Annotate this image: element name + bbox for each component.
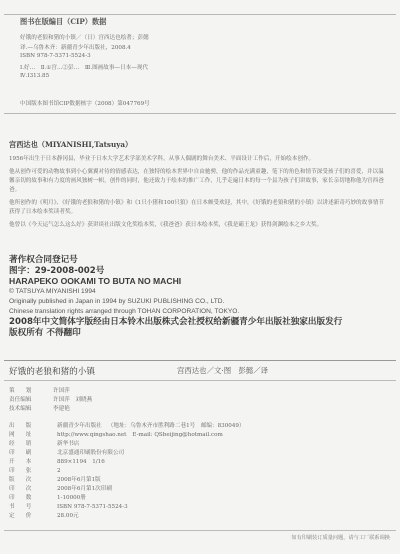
copyright-notice: © TATSUYA MIYANISHI 1994: [9, 287, 96, 295]
rights-reserved: 版权所有 不得翻印: [9, 327, 81, 338]
staff-row: [9, 386, 70, 394]
staff-label: 责任编辑: [9, 397, 32, 403]
publication-value: 889×1194 1/16: [57, 459, 105, 465]
staff-value: 李建艳: [53, 406, 70, 412]
publication-row: [9, 457, 105, 465]
section-divider: [4, 380, 396, 381]
contract-registration-number: 图字：29-2008-002号: [9, 265, 105, 276]
cip-line: Ⅳ.I313.85: [20, 73, 50, 79]
publication-value: 2008年6月第1版: [57, 477, 101, 483]
email-link[interactable]: E-mail: QSbeijing@hotmail.com: [132, 432, 223, 438]
publication-row: [9, 475, 101, 483]
section-divider: [4, 360, 396, 361]
publication-label: 印 数: [9, 495, 32, 501]
publication-label: 版 次: [9, 477, 32, 483]
publication-row: [9, 421, 245, 429]
publication-value: 28.00元: [57, 513, 79, 519]
cip-line: Ⅰ.好… Ⅱ.①宫…②彭… Ⅲ.图画故事—日本—现代: [20, 65, 149, 71]
publication-label: 出 版: [9, 423, 32, 429]
publication-row: [9, 502, 128, 510]
staff-value: 许国萍: [53, 388, 70, 394]
original-title: HARAPEKO OOKAMI TO BUTA NO MACHI: [9, 276, 182, 286]
footer-divider: [4, 530, 396, 531]
publication-label: 印 刷: [9, 450, 32, 456]
publication-label: 书 号: [9, 504, 32, 510]
publication-value: 2008年6月第1次印刷: [57, 486, 112, 492]
book-title: 好饿的老狼和猪的小镇: [9, 367, 95, 377]
publication-label: 印 次: [9, 486, 32, 492]
staff-row: [9, 404, 70, 412]
author-bio-paragraph: 1956年出生于日本静冈县，毕业于日本大学艺术学部美术学科，从事人偶剧的舞台美术、平面设计工作后，开始绘本创作。: [9, 156, 315, 162]
author-bio-paragraph: 他从创作可爱的动物故事到小心翼翼对待的情感表达，在独特的绘本世界中自由驰骋，他的作品充满童趣，笔下的角色和情节深受孩子们的喜爱，并以温馨亲切的故事和有力度的画风独树一帜，创作的同时，他还致力于绘本的推广工作，几乎走遍日本的每一个县为孩子们讲故事，家长亲切地称他为宫西爸爸。: [9, 169, 384, 193]
author-bio-paragraph: 他所创作的《明月》、《好饿的老狼和猪的小镇》和《1只小猪和100只狼》在日本颇受欢迎，其中，《好饿的老狼和猪的小镇》以讲述新奇巧妙的故事情节获得了日本绘本奖读者奖。: [9, 200, 385, 215]
staff-label: 技术编辑: [9, 406, 32, 412]
publication-value: ISBN 978-7-5371-5524-3: [57, 504, 128, 510]
publication-extra: （地址：乌鲁木齐市胜利路二巷1号 邮编：830049）: [107, 423, 245, 429]
publication-row: [9, 493, 86, 501]
staff-value: 许国萍 刘晓燕: [53, 397, 93, 403]
publication-label: 经 销: [9, 441, 32, 447]
website-link[interactable]: http://www.qingshao.net: [57, 432, 127, 438]
license-statement: 2008年中文简体字版经由日本铃木出版株式会社授权给新疆青少年出版社独家出版发行: [9, 317, 343, 328]
publication-label: 网 址: [9, 432, 32, 438]
publication-row: [9, 511, 79, 519]
contract-registration-label: 著作权合同登记号: [9, 255, 78, 265]
publication-value: 新疆青少年出版社: [57, 423, 102, 429]
publication-label: 开 本: [9, 459, 32, 465]
original-publication: Originally published in Japan in 1994 by SUZUKI PUBLISHING CO., LTD.: [9, 297, 225, 305]
cip-line: 译.—乌鲁木齐：新疆青少年出版社，2008.4: [20, 45, 131, 51]
quality-notice: 如有印刷装订质量问题，请与工厂联系调换: [291, 535, 390, 541]
cip-number: 中国版本图书馆CIP数据核字（2008）第047769号: [20, 101, 150, 107]
publication-row: [9, 466, 61, 474]
publication-row: [9, 448, 124, 456]
publication-label: 定 价: [9, 513, 32, 519]
publication-label: 印 张: [9, 468, 32, 474]
staff-label: 策 划: [9, 388, 32, 394]
cip-line: ISBN 978-7-5371-5524-3: [20, 53, 91, 59]
publication-value: 北京盛通印刷股份有限公司: [57, 450, 125, 456]
publication-value: 新华书店: [57, 441, 80, 447]
cip-line: 好饿的老狼和猪的小镇／（日）宫西达也绘著；彭懿: [20, 35, 149, 41]
author-bio-paragraph: 他曾以《今天运气怎么这么好》获讲谈社出版文化奖绘本奖，《我爸爸》获日本绘本奖，《我是霸王龙》获得剑渊绘本之乡大奖。: [9, 222, 323, 228]
publication-value: 1-10000册: [57, 495, 86, 501]
book-credits: 宫西达也／文·图 彭懿／译: [177, 366, 269, 375]
author-name: 宫西达也（MIYANISHI,Tatsuya）: [9, 140, 133, 149]
publication-row: [9, 430, 223, 438]
publication-value: 2: [57, 468, 61, 474]
translation-rights: Chinese translation rights arranged through TOHAN CORPORATION, TOKYO.: [9, 307, 240, 315]
cip-heading: 图书在版编目（CIP）数据: [20, 17, 107, 26]
publication-row: [9, 484, 112, 492]
cip-data-box: [4, 14, 396, 114]
staff-row: [9, 395, 92, 403]
rights-block: [9, 255, 394, 338]
publication-row: [9, 439, 79, 447]
